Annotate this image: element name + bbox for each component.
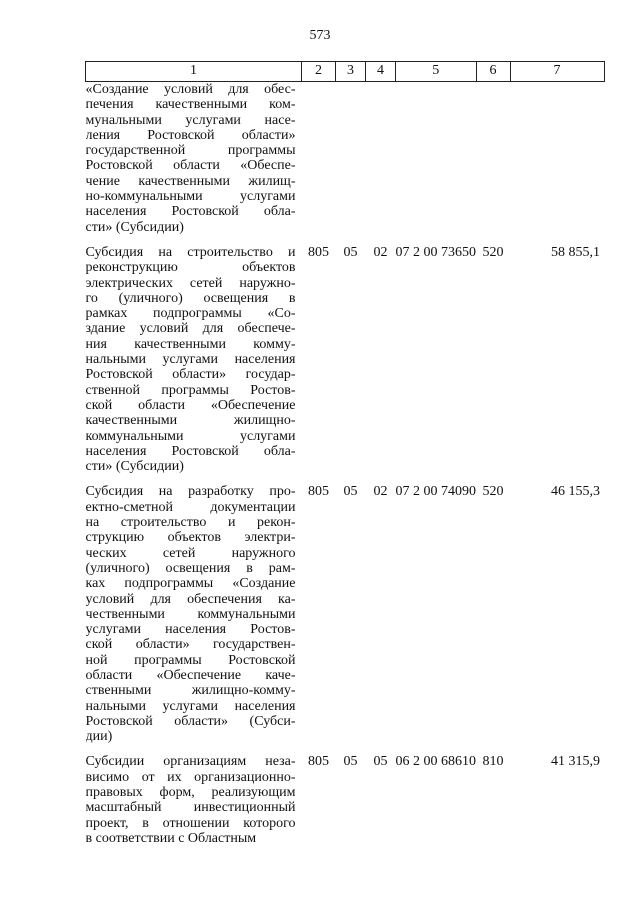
description-line: дии) (85, 729, 113, 745)
column-header: 3 (336, 62, 366, 82)
description-line: сти» (Субсидии) (85, 459, 184, 475)
description-line: Ростовской области» (Субси- (85, 713, 296, 729)
page-number: 573 (309, 28, 331, 43)
column-header: 5 (396, 62, 477, 82)
description-line: населения Ростовской обла- (85, 443, 296, 459)
subsection-code: 02 (373, 244, 388, 260)
description-line: электрических сетей наружно- (85, 275, 296, 291)
column-header: 2 (302, 62, 336, 82)
description-line: ственными жилищно-комму- (85, 683, 296, 699)
row-description (86, 484, 302, 754)
table-row (86, 484, 605, 754)
description-line: Ростовской области» государ- (85, 367, 296, 383)
subsection-code: 02 (373, 484, 388, 500)
description-line: мунальными услугами насе- (85, 112, 296, 128)
description-line: масштабный инвестиционный (85, 800, 296, 816)
expense-type-code: 520 (482, 244, 504, 260)
description-line: в соответствии с Областным (85, 830, 257, 846)
description-line: области «Обеспечение каче- (85, 667, 296, 683)
expense-type-code: 520 (482, 484, 504, 500)
table-body (86, 82, 605, 857)
budget-table (85, 61, 605, 856)
description-line: струкцию объектов электри- (85, 530, 296, 546)
description-line: го (уличного) освещения в (85, 290, 296, 306)
description-line: ках подпрограммы «Создание (85, 576, 296, 592)
description-line: Субсидия на строительство и (85, 244, 296, 260)
description-line: Субсидии организациям неза- (85, 754, 296, 770)
table-row (86, 245, 605, 484)
description-line: услугами населения Ростов- (85, 622, 296, 638)
amount-value: 41 315,9 (551, 754, 600, 770)
target-article-code: 07 2 00 73650 (395, 244, 476, 260)
description-line: (уличного) освещения в рам- (85, 560, 296, 576)
column-header: 1 (86, 62, 302, 82)
amount-value (510, 82, 604, 245)
description-line: Ростовской области «Обеспе- (85, 158, 296, 174)
table-row (86, 82, 605, 245)
description-line: ния качественными комму- (85, 336, 296, 352)
amount-value: 46 155,3 (551, 484, 600, 500)
row-description (86, 754, 302, 856)
target-article-code: 06 2 00 68610 (395, 754, 476, 770)
ministry-code: 805 (308, 754, 329, 770)
description-line: чение качественными жилищ- (85, 173, 296, 189)
description-line: рамках подпрограммы «Со- (85, 306, 296, 322)
description-line: коммунальными услугами (85, 428, 296, 444)
ministry-code (302, 82, 336, 245)
subsection-code (366, 82, 396, 245)
description-line: государственной программы (85, 143, 296, 159)
section-code: 05 (343, 484, 358, 500)
description-line: но-коммунальными услугами (85, 189, 296, 205)
description-line: печения качественными ком- (85, 97, 296, 113)
description-line: чественными коммунальными (85, 606, 296, 622)
column-header: 4 (366, 62, 396, 82)
description-line: здание условий для обеспече- (85, 321, 296, 337)
description-line: реконструкцию объектов (85, 260, 296, 276)
description-line: населения Ростовской обла- (85, 204, 296, 220)
description-line: ской области» государствен- (85, 637, 296, 653)
expense-type-code (476, 82, 510, 245)
section-code (336, 82, 366, 245)
expense-type-code: 810 (482, 754, 504, 770)
description-line: ной программы Ростовской (85, 652, 296, 668)
section-code: 05 (343, 754, 358, 770)
section-code: 05 (343, 244, 358, 260)
description-line: ектно-сметной документации (85, 499, 296, 515)
header-row (86, 62, 605, 82)
amount-value: 58 855,1 (551, 244, 600, 260)
description-line: сти» (Субсидии) (85, 219, 184, 235)
ministry-code: 805 (308, 244, 329, 260)
row-description (86, 82, 302, 245)
description-line: висимо от их организационно- (85, 769, 296, 785)
ministry-code: 805 (308, 484, 329, 500)
description-line: нальными услугами населения (85, 352, 296, 368)
row-description (86, 245, 302, 484)
description-line: на строительство и рекон- (85, 515, 296, 531)
column-header: 6 (476, 62, 510, 82)
description-line: ской области «Обеспечение (85, 397, 296, 413)
description-line: ления Ростовской области» (85, 127, 296, 143)
target-article-code (396, 82, 477, 245)
table-row (86, 754, 605, 856)
description-line: ственной программы Ростов- (85, 382, 296, 398)
description-line: проект, в отношении которого (85, 815, 296, 831)
subsection-code: 05 (373, 754, 388, 770)
description-line: нальными услугами населения (85, 698, 296, 714)
target-article-code: 07 2 00 74090 (395, 484, 476, 500)
description-line: условий для обеспечения ка- (85, 591, 296, 607)
description-line: Субсидия на разработку про- (85, 484, 296, 500)
column-header: 7 (510, 62, 604, 82)
description-line: качественными жилищно- (85, 413, 296, 429)
description-line: «Создание условий для обес- (85, 82, 296, 97)
description-line: правовых форм, реализующим (85, 785, 296, 801)
description-line: ческих сетей наружного (85, 545, 296, 561)
